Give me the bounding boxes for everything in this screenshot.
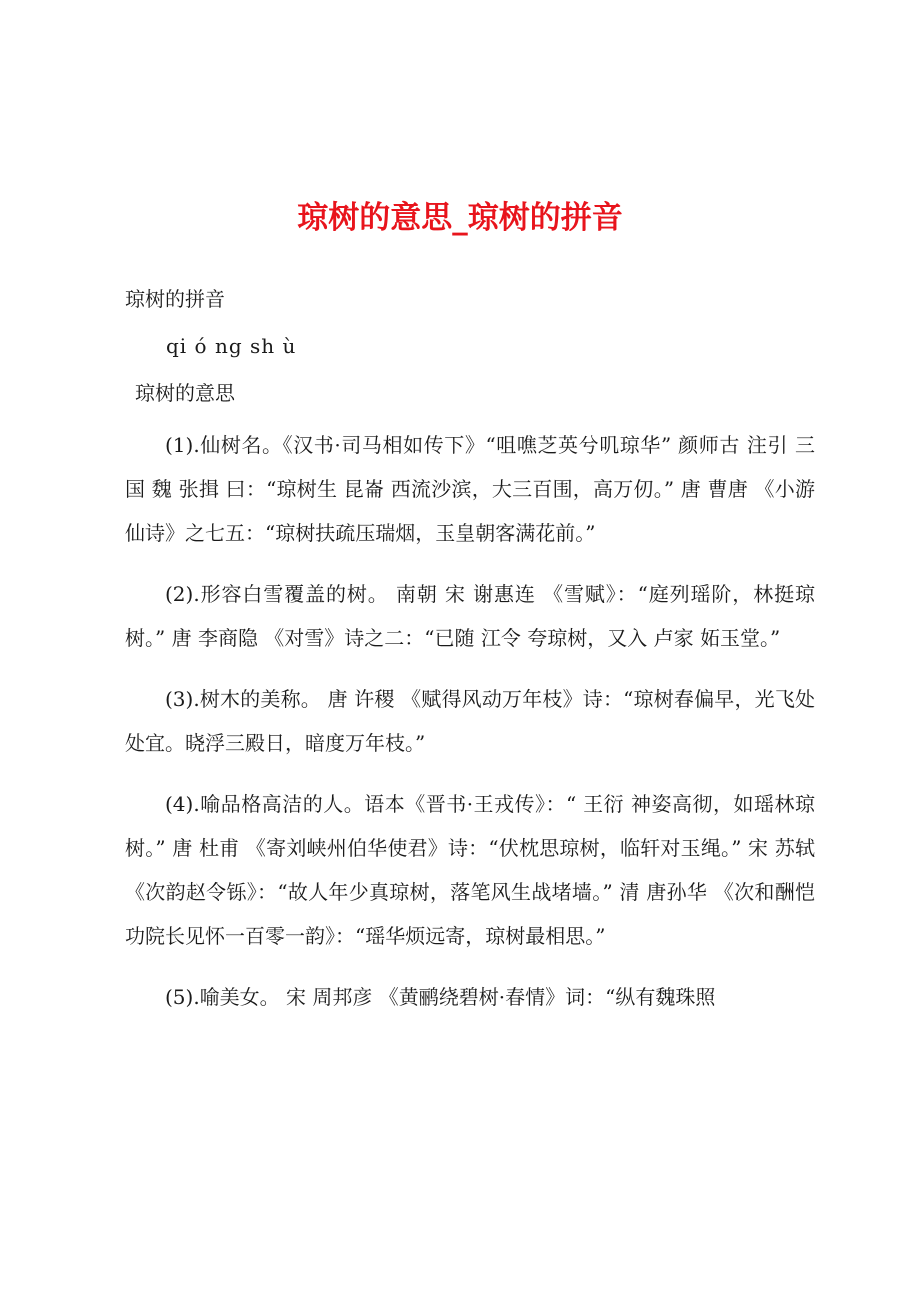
meaning-paragraph-2: (2).形容白雪覆盖的树。 南朝 宋 谢惠连 《雪赋》：“庭列瑶阶，林挺琼树。” 唐 李商隐 《对雪》诗之二：“已随 江令 夸琼树，又入 卢家 妬玉堂。”	[125, 582, 815, 650]
pinyin-heading: 琼树的拼音	[125, 287, 225, 311]
pinyin-text: qi ó ng sh ù	[166, 334, 297, 358]
meaning-body	[125, 423, 815, 1036]
page-title: 琼树的意思_琼树的拼音	[297, 200, 623, 236]
meaning-heading: 琼树的意思	[135, 381, 235, 405]
meaning-paragraph-4: (4).喻品格高洁的人。语本《晋书·王戎传》：“ 王衍 神姿高彻，如瑶林琼树。” 唐 杜甫 《寄刘峡州伯华使君》诗：“伏枕思琼树，临轩对玉绳。” 宋 苏轼 《次韵赵令铄》：“故人年少真琼树，落笔风生战堵墙。” 清 唐孙华 《次和酬恺功院长见怀一百零一韵》：“瑶华烦远寄，琼树最相思。”	[125, 792, 815, 948]
meaning-paragraph-1: (1).仙树名。《汉书·司马相如传下》“咀噍芝英兮叽琼华” 颜师古 注引 三国 魏 张揖 曰：“琼树生 昆崙 西流沙滨，大三百围，高万仞。” 唐 曹唐 《小游仙诗》之七五：“琼树扶疏压瑞烟，玉皇朝客满花前。”	[125, 433, 815, 545]
meaning-paragraph-3: (3).树木的美称。 唐 许稷 《赋得风动万年枝》诗：“琼树春偏早，光飞处处宜。晓浮三殿日，暗度万年枝。”	[125, 687, 815, 755]
meaning-paragraph-5: (5).喻美女。 宋 周邦彦 《黄鹂绕碧树·春情》词：“纵有魏珠照	[165, 985, 716, 1009]
